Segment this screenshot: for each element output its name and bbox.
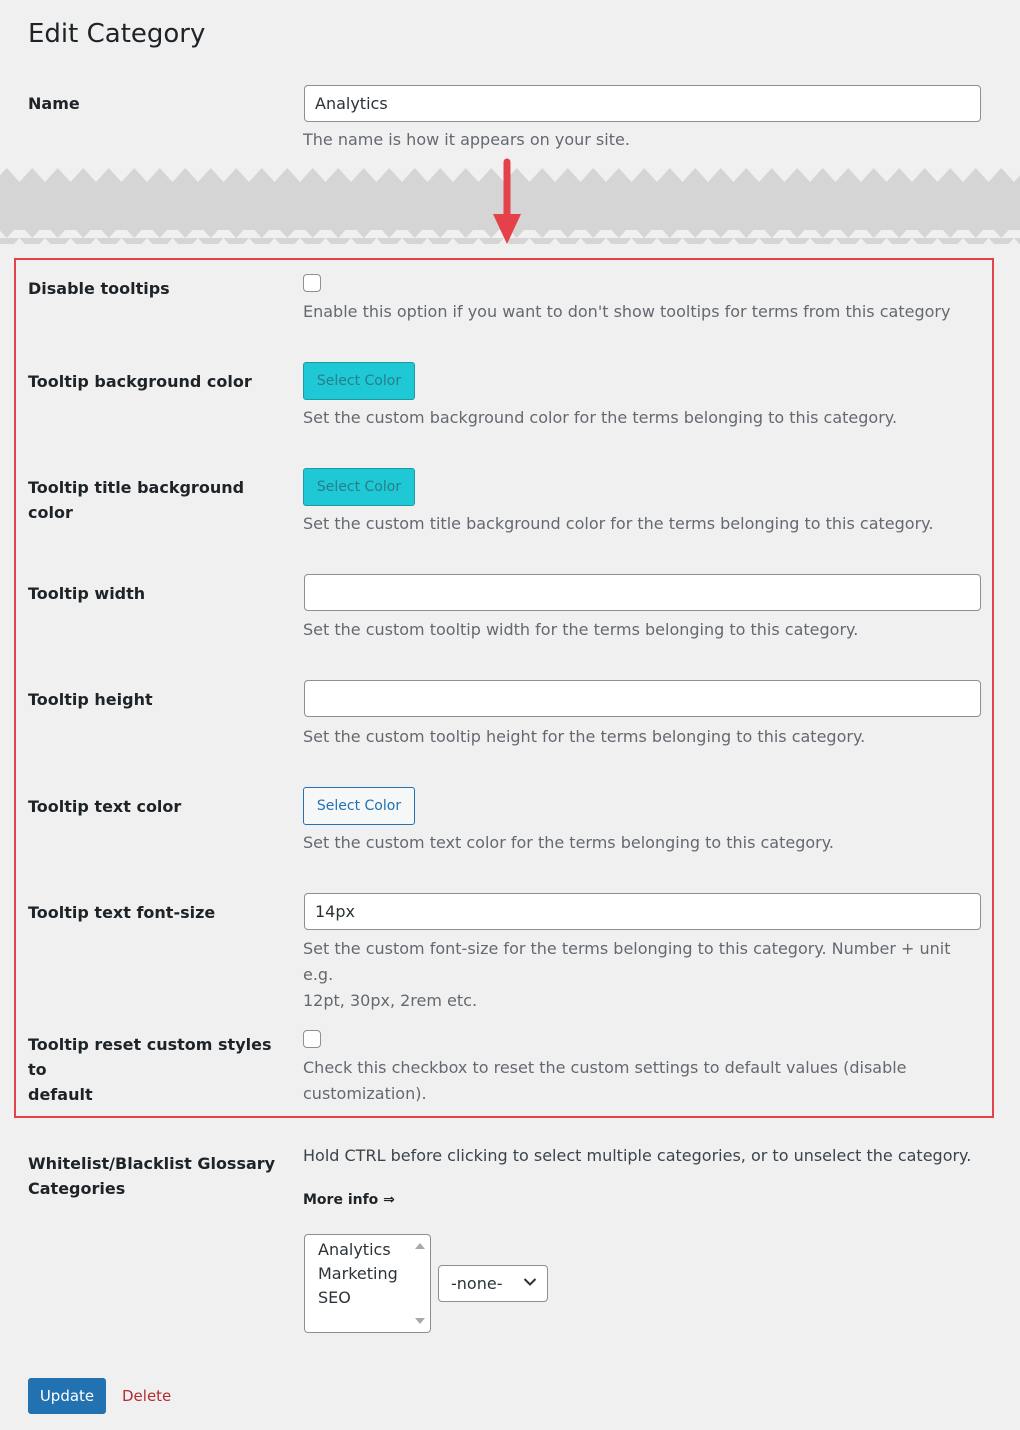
reset-checkbox[interactable] — [303, 1030, 321, 1048]
whitelist-label — [28, 1151, 283, 1201]
update-button[interactable]: Update — [28, 1378, 106, 1414]
down-arrow-icon — [490, 156, 524, 250]
category-option[interactable]: SEO — [318, 1288, 351, 1307]
tooltip-height-description: Set the custom tooltip height for the terms belonging to this category. — [303, 727, 866, 746]
font-size-description-line1: Set the custom font-size for the terms belonging to this category. Number + unit e.g. — [303, 939, 951, 984]
disable-tooltips-label: Disable tooltips — [28, 279, 170, 298]
mode-select-value: -none- — [451, 1274, 503, 1293]
font-size-description-line2: 12pt, 30px, 2rem etc. — [303, 991, 478, 1010]
disable-tooltips-description: Enable this option if you want to don't show tooltips for terms from this category — [303, 302, 951, 321]
reset-label-line2: default — [28, 1085, 93, 1104]
category-options — [318, 1238, 398, 1310]
category-option[interactable]: Analytics — [318, 1240, 391, 1259]
font-size-label: Tooltip text font-size — [28, 903, 216, 922]
scroll-down-icon[interactable] — [415, 1318, 425, 1324]
text-color-label: Tooltip text color — [28, 797, 182, 816]
more-info-link[interactable]: More info ⇒ — [303, 1192, 395, 1208]
reset-description-line1: Check this checkbox to reset the custom settings to default values (disable — [303, 1058, 907, 1077]
title-bg-color-description: Set the custom title background color for the terms belonging to this category. — [303, 514, 934, 533]
whitelist-label-line1: Whitelist/Blacklist Glossary — [28, 1154, 276, 1173]
reset-description — [303, 1055, 983, 1107]
text-color-button[interactable]: Select Color — [303, 787, 415, 825]
name-label: Name — [28, 94, 80, 113]
whitelist-label-line2: Categories — [28, 1179, 126, 1198]
disable-tooltips-checkbox[interactable] — [303, 274, 321, 292]
tooltip-width-label: Tooltip width — [28, 584, 146, 603]
scroll-up-icon[interactable] — [415, 1243, 425, 1249]
bg-color-label: Tooltip background color — [28, 372, 252, 391]
tooltip-height-input[interactable] — [304, 680, 981, 717]
whitelist-description: Hold CTRL before clicking to select multiple categories, or to unselect the category. — [303, 1146, 972, 1165]
delete-link[interactable]: Delete — [122, 1387, 172, 1405]
chevron-down-icon — [523, 1277, 537, 1287]
page-title: Edit Category — [28, 19, 206, 49]
name-input[interactable] — [304, 85, 981, 122]
bg-color-description: Set the custom background color for the terms belonging to this category. — [303, 408, 898, 427]
text-color-description: Set the custom text color for the terms belonging to this category. — [303, 833, 835, 852]
font-size-input[interactable] — [304, 893, 981, 930]
title-bg-color-label: Tooltip title background color — [28, 478, 245, 522]
mode-select[interactable] — [438, 1265, 548, 1302]
category-option[interactable]: Marketing — [318, 1264, 398, 1283]
reset-label — [28, 1032, 283, 1107]
name-description: The name is how it appears on your site. — [303, 130, 630, 149]
reset-label-line1: Tooltip reset custom styles to — [28, 1035, 272, 1079]
title-bg-color-button[interactable]: Select Color — [303, 468, 415, 506]
tooltip-height-label: Tooltip height — [28, 690, 153, 709]
font-size-description — [303, 936, 983, 1014]
tooltip-width-input[interactable] — [304, 574, 981, 611]
tooltip-width-description: Set the custom tooltip width for the terms belonging to this category. — [303, 620, 859, 639]
category-multiselect[interactable] — [304, 1234, 431, 1333]
listbox-scrollbar[interactable] — [412, 1237, 428, 1330]
reset-description-line2: customization). — [303, 1084, 427, 1103]
bg-color-button[interactable]: Select Color — [303, 362, 415, 400]
